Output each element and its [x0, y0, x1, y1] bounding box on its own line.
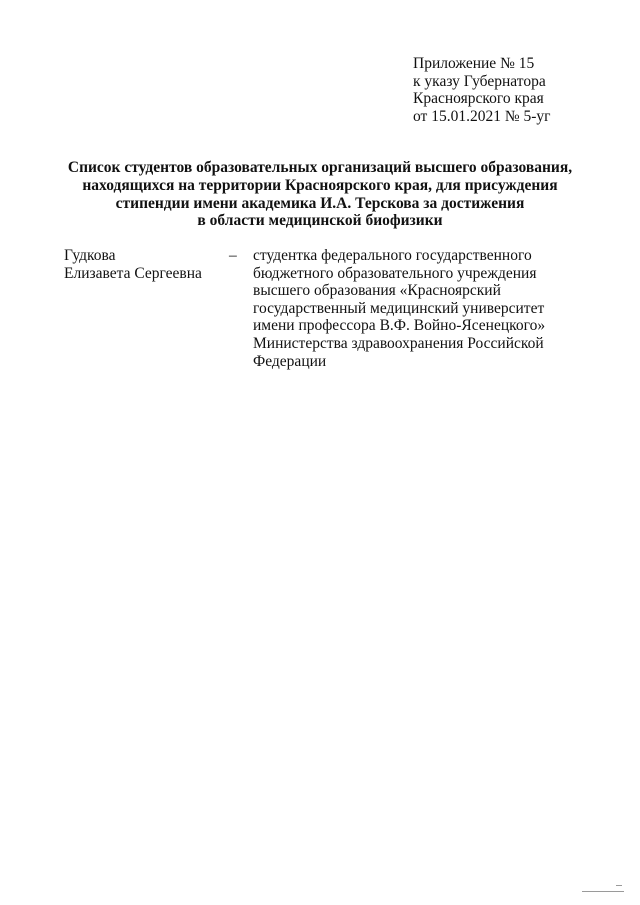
entry-dash: – — [229, 247, 237, 264]
student-name — [64, 247, 202, 282]
description-line: Федерации — [253, 352, 327, 370]
student-given-names: Елизавета Сергеевна — [64, 264, 202, 282]
student-description — [253, 247, 545, 370]
description-line: высшего образования «Красноярский — [253, 282, 501, 300]
description-line: бюджетного образовательного учреждения — [253, 264, 537, 282]
title-line: Список студентов образовательных организаций высшего образования, — [67, 159, 573, 176]
title-line: стипендии имени академика И.А. Терскова за достижения — [115, 194, 525, 212]
student-surname: Гудкова — [64, 247, 116, 264]
title-line: находящихся на территории Красноярского края, для присуждения — [82, 176, 558, 194]
appendix-line: Красноярского края — [413, 90, 544, 107]
corner-tick-mark — [616, 885, 622, 886]
description-line: имени профессора В.Ф. Войно-Ясенецкого» — [253, 317, 546, 335]
description-line: государственный медицинский университет — [253, 299, 545, 317]
corner-line-mark — [582, 891, 624, 892]
appendix-line: к указу Губернатора — [413, 72, 546, 90]
appendix-line: от 15.01.2021 № 5-уг — [413, 107, 551, 125]
title-line: в области медицинской биофизики — [197, 212, 443, 230]
appendix-line: Приложение № 15 — [413, 55, 535, 72]
description-line: студентка федерального государственного — [253, 247, 532, 264]
document-title — [40, 159, 600, 230]
appendix-header — [413, 55, 551, 125]
description-line: Министерства здравоохранения Российской — [253, 334, 544, 352]
